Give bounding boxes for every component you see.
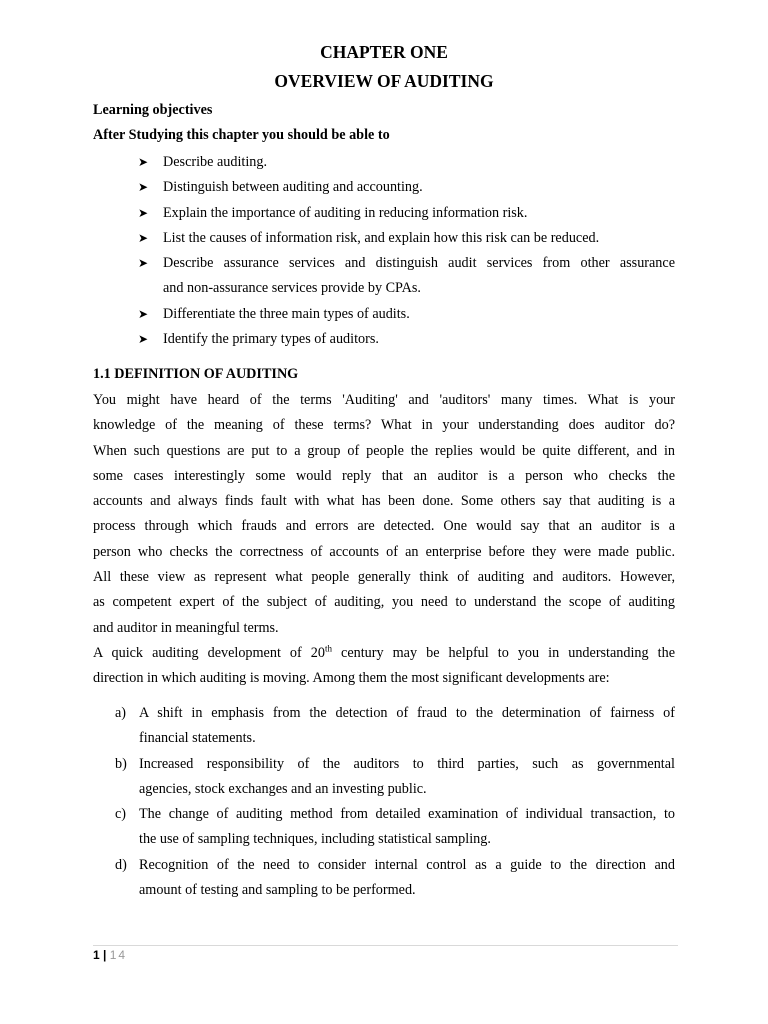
development-text: financial statements. — [139, 730, 256, 747]
paragraph-line: A quick auditing development of 20th century may be helpful to you in understanding the — [93, 643, 675, 661]
development-text: Recognition of the need to consider internal control as a guide to the direction and — [139, 856, 675, 873]
development-item — [115, 853, 675, 904]
development-paragraph — [93, 641, 675, 692]
paragraph-line: When such questions are put to a group of people the replies would be quite different, and in — [93, 442, 675, 459]
objectives-list — [138, 150, 675, 352]
objective-text: Distinguish between auditing and accounting. — [163, 179, 423, 196]
objective-item — [138, 302, 675, 327]
development-text: The change of auditing method from detailed examination of individual transaction, to — [139, 806, 675, 823]
development-item — [115, 701, 675, 752]
development-item — [115, 752, 675, 803]
objective-item — [138, 327, 675, 352]
learning-objectives-heading: Learning objectives — [93, 102, 213, 118]
page-footer — [93, 948, 127, 962]
paragraph-line: some cases interestingly some would reply that an auditor is a person who checks the — [93, 467, 675, 484]
paragraph-line: All these view as represent what people generally think of auditing and auditors. However, — [93, 569, 675, 586]
chapter-number: CHAPTER ONE — [320, 42, 448, 62]
definition-paragraph — [93, 388, 675, 641]
arrowhead-bullet-icon: ➤ — [138, 332, 149, 347]
objective-text: Describe assurance services and distinguish audit services from other assurance — [163, 255, 675, 272]
list-marker: b) — [115, 755, 127, 772]
paragraph-line: as competent expert of the subject of auditing, you need to understand the scope of auditing — [93, 594, 675, 611]
developments-list — [115, 701, 675, 903]
objective-text: Describe auditing. — [163, 154, 268, 170]
list-marker: a) — [115, 705, 127, 721]
development-text: the use of sampling techniques, including statistical sampling. — [139, 831, 491, 848]
arrowhead-bullet-icon: ➤ — [138, 256, 149, 271]
objective-item — [138, 201, 675, 226]
objective-item — [138, 226, 675, 251]
paragraph-line: person who checks the correctness of accounts of an enterprise before they were made public. — [93, 543, 675, 560]
page-number: 1 — [93, 948, 100, 962]
arrowhead-bullet-icon: ➤ — [138, 230, 149, 245]
footer-separator: | — [103, 948, 107, 962]
learning-objectives-intro: After Studying this chapter you should be able to — [93, 127, 390, 143]
objective-text: Identify the primary types of auditors. — [163, 331, 379, 348]
objective-text: Explain the importance of auditing in reducing information risk. — [163, 204, 528, 221]
arrowhead-bullet-icon: ➤ — [138, 155, 149, 169]
arrowhead-bullet-icon: ➤ — [138, 180, 149, 195]
page-total: 14 — [109, 948, 128, 962]
development-text: amount of testing and sampling to be performed. — [139, 882, 416, 899]
section-heading: 1.1 DEFINITION OF AUDITING — [93, 366, 299, 382]
paragraph-line: and auditor in meaningful terms. — [93, 619, 279, 636]
list-marker: c) — [115, 806, 127, 823]
objective-item — [138, 175, 675, 200]
paragraph-line: process through which frauds and errors are detected. One would say that an auditor is a — [93, 518, 675, 535]
arrowhead-bullet-icon: ➤ — [138, 306, 149, 321]
development-text: Increased responsibility of the auditors to third parties, such as governmental — [139, 755, 675, 772]
footer-divider — [93, 945, 678, 946]
chapter-title: OVERVIEW OF AUDITING — [274, 71, 494, 91]
development-text: A shift in emphasis from the detection of fraud to the determination of fairness of — [139, 705, 675, 721]
arrowhead-bullet-icon: ➤ — [138, 205, 149, 220]
development-item — [115, 802, 675, 853]
development-text: agencies, stock exchanges and an investing public. — [139, 780, 427, 797]
paragraph-line: direction in which auditing is moving. Among them the most significant developments are: — [93, 670, 610, 687]
paragraph-line: accounts and always finds fault with what has been done. Some others say that auditing is a — [93, 493, 675, 510]
objective-item — [138, 251, 675, 302]
objective-text: Differentiate the three main types of audits. — [163, 305, 410, 322]
objective-item — [138, 150, 675, 175]
list-marker: d) — [115, 856, 127, 873]
paragraph-line: You might have heard of the terms 'Auditing' and 'auditors' many times. What is your — [93, 392, 675, 408]
paragraph-line: knowledge of the meaning of these terms? What in your understanding does auditor do? — [93, 417, 675, 434]
objective-text: and non-assurance services provide by CPAs. — [163, 280, 421, 297]
objective-text: List the causes of information risk, and explain how this risk can be reduced. — [163, 229, 600, 246]
